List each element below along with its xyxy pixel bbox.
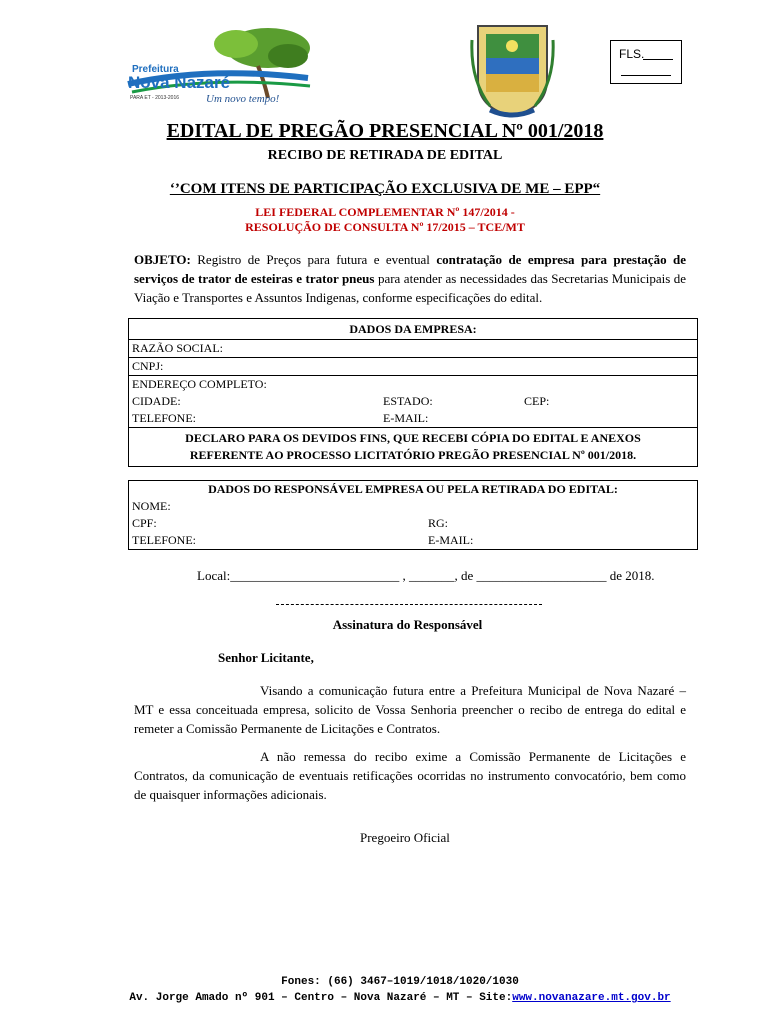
footer-address (0, 992, 770, 1004)
signature-line[interactable] (276, 604, 542, 605)
law-reference-1: LEI FEDERAL COMPLEMENTAR Nº 147/2014 - (255, 205, 515, 219)
object-text-bold: contratação de empresa para prestação de serviços de trator de esteiras e trator pneus (134, 252, 686, 286)
company-data-header: DADOS DA EMPRESA: (349, 321, 477, 336)
page-number-box (610, 40, 682, 84)
fls-line (643, 59, 673, 60)
responsible-name-field[interactable]: NOME: (132, 499, 171, 513)
exclusive-participation-title: ‘’COM ITENS DE PARTICIPAÇÃO EXCLUSIVA DE ME – EPP“ (169, 181, 601, 197)
object-paragraph (134, 250, 686, 307)
logo-name: Nova Nazaré (128, 73, 231, 92)
company-data-table (128, 318, 698, 467)
body-paragraph-1: Visando a comunicação futura entre a Prefeitura Municipal de Nova Nazaré – MT e essa conceituada empresa, solicito de Vossa Senhoria preencher o recibo de entrega do edital e remeter a Comissão Permanente de Licitações e Contratos. (134, 683, 686, 736)
footer-phones: Fones: (66) 3467–1019/1018/1020/1030 (281, 976, 519, 988)
state-field[interactable]: ESTADO: (383, 394, 433, 408)
object-text-1: Registro de Preços para futura e eventual (190, 252, 437, 267)
body-paragraph-2: A não remessa do recibo exime a Comissão Permanente de Licitações e Contratos, da comunicação de eventuais retificações ocorridas no instrumento convocatório, bem como de quaisquer informações adicionais. (134, 749, 686, 802)
declaration-text (129, 428, 698, 467)
city-field[interactable]: CIDADE: (132, 394, 181, 408)
cpf-field[interactable]: CPF: (132, 516, 157, 530)
object-text-2: para atender as necessidades das Secretarias Municipais de Viação e Transportes e Assuntos Indigenas, conforme especificações do edital. (134, 271, 687, 305)
company-phone-field[interactable]: TELEFONE: (132, 411, 196, 425)
page-subtitle: RECIBO DE RETIRADA DE EDITAL (267, 148, 503, 163)
fls-label: FLS. (619, 47, 645, 61)
address-field[interactable]: ENDEREÇO COMPLETO: (129, 376, 698, 394)
logo-tagline: PARA ET - 2013-2016 (130, 95, 180, 101)
fls-line (621, 75, 671, 76)
responsible-email-field[interactable]: E-MAIL: (428, 533, 474, 547)
law-reference-2: RESOLUÇÃO DE CONSULTA Nº 17/2015 – TCE/MT (245, 220, 525, 234)
logo-motto: Um novo tempo! (206, 93, 280, 105)
company-name-field[interactable]: RAZÃO SOCIAL: (129, 340, 698, 358)
declaration-line-2: REFERENTE AO PROCESSO LICITATÓRIO PREGÃO PRESENCIAL Nº 001/2018. (189, 448, 637, 462)
company-email-field[interactable]: E-MAIL: (383, 411, 429, 425)
responsible-phone-field[interactable]: TELEFONE: (132, 533, 196, 547)
footer-address-text: Av. Jorge Amado nº 901 – Centro – Nova Nazaré – MT – Site: (129, 992, 513, 1004)
footer-site-link[interactable]: www.novanazare.mt.gov.br (512, 992, 671, 1004)
cep-field[interactable]: CEP: (524, 394, 550, 408)
responsible-data-table (128, 480, 698, 550)
declaration-line-1: DECLARO PARA OS DEVIDOS FINS, QUE RECEBI CÓPIA DO EDITAL E ANEXOS (185, 431, 641, 445)
signature-label: Assinatura do Responsável (332, 617, 483, 632)
pregoeiro-signature: Pregoeiro Oficial (360, 830, 450, 845)
logo-top-word: Prefeitura (132, 64, 179, 75)
municipality-logo (118, 26, 318, 106)
responsible-data-header: DADOS DO RESPONSÁVEL EMPRESA OU PELA RETIRADA DO EDITAL: (208, 482, 618, 496)
object-label: OBJETO: (134, 252, 191, 267)
cnpj-field[interactable]: CNPJ: (129, 358, 698, 376)
rg-field[interactable]: RG: (428, 516, 449, 530)
place-date-line[interactable]: Local:__________________________ , _______, de ____________________ de 2018. (197, 568, 655, 583)
greeting: Senhor Licitante, (218, 650, 314, 665)
municipal-crest (470, 20, 555, 120)
page-title: EDITAL DE PREGÃO PRESENCIAL Nº 001/2018 (166, 120, 604, 142)
